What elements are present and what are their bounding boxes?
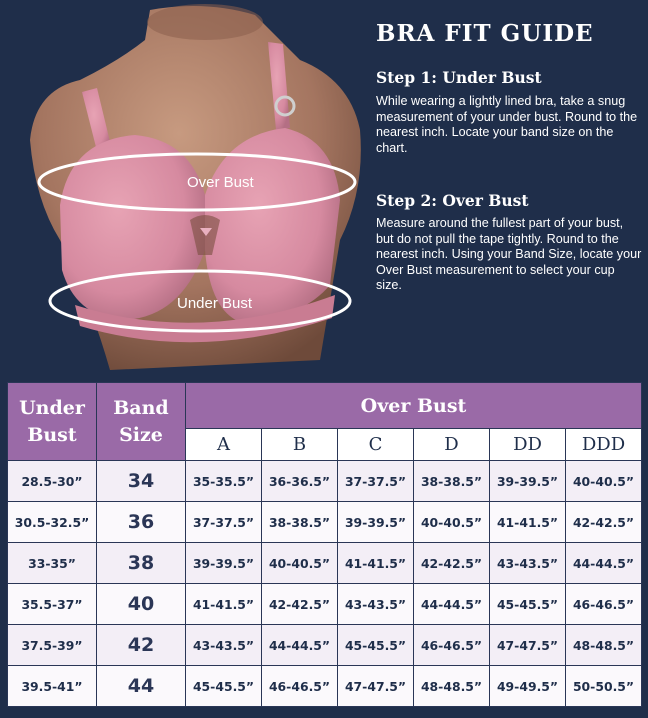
band-size-cell: 40 [97,584,186,625]
cup-header-d: D [414,429,490,461]
over-bust-cell: 39-39.5” [186,543,262,584]
table-row [8,625,642,666]
table-row [8,502,642,543]
under-bust-cell: 39.5-41” [8,666,97,707]
over-bust-cell: 40-40.5” [262,543,338,584]
over-bust-cell: 50-50.5” [566,666,642,707]
over-bust-cell: 42-42.5” [566,502,642,543]
cup-header-a: A [186,429,262,461]
over-bust-cell: 43-43.5” [490,543,566,584]
under-bust-cell: 33-35” [8,543,97,584]
mannequin-bra-illustration [0,0,370,380]
over-bust-cell: 40-40.5” [566,461,642,502]
over-bust-cell: 39-39.5” [490,461,566,502]
over-bust-cell: 48-48.5” [566,625,642,666]
under-bust-figure-label: Under Bust [177,295,253,312]
over-bust-cell: 44-44.5” [414,584,490,625]
over-bust-cell: 45-45.5” [490,584,566,625]
table-row [8,461,642,502]
band-size-cell: 44 [97,666,186,707]
over-bust-cell: 37-37.5” [186,502,262,543]
step2-text: Measure around the fullest part of your bust, but do not pull the tape tightly. Round to the nearest inch. Using your Band Size, locate your Over Bust measurement to select your cup size. [376,216,642,293]
band-size-cell: 34 [97,461,186,502]
under-bust-cell: 35.5-37” [8,584,97,625]
over-bust-cell: 41-41.5” [338,543,414,584]
under-bust-cell: 30.5-32.5” [8,502,97,543]
over-bust-cell: 36-36.5” [262,461,338,502]
band-size-cell: 38 [97,543,186,584]
over-bust-cell: 41-41.5” [186,584,262,625]
over-bust-cell: 39-39.5” [338,502,414,543]
band-size-cell: 42 [97,625,186,666]
guide-title: BRA FIT GUIDE [376,20,594,47]
over-bust-cell: 38-38.5” [414,461,490,502]
table-row [8,666,642,707]
over-bust-cell: 44-44.5” [262,625,338,666]
over-bust-cell: 46-46.5” [414,625,490,666]
table-row [8,584,642,625]
over-bust-cell: 47-47.5” [490,625,566,666]
over-bust-cell: 46-46.5” [566,584,642,625]
cup-header-dd: DD [490,429,566,461]
over-bust-cell: 37-37.5” [338,461,414,502]
band-size-header: Band Size [97,383,186,461]
under-bust-cell: 28.5-30” [8,461,97,502]
step2-title: Step 2: Over Bust [376,191,529,210]
over-bust-cell: 38-38.5” [262,502,338,543]
over-bust-cell: 47-47.5” [338,666,414,707]
over-bust-cell: 43-43.5” [338,584,414,625]
over-bust-cell: 40-40.5” [414,502,490,543]
over-bust-cell: 43-43.5” [186,625,262,666]
over-bust-cell: 48-48.5” [414,666,490,707]
over-bust-cell: 46-46.5” [262,666,338,707]
over-bust-header: Over Bust [186,383,642,429]
under-bust-header: Under Bust [8,383,97,461]
size-chart-table [7,382,642,707]
step1-text: While wearing a lightly lined bra, take a snug measurement of your under bust. Round to the nearest inch. Locate your band size on the chart. [376,94,638,155]
over-bust-figure-label: Over Bust [187,174,254,191]
cup-header-b: B [262,429,338,461]
cup-header-ddd: DDD [566,429,642,461]
over-bust-cell: 42-42.5” [414,543,490,584]
over-bust-cell: 49-49.5” [490,666,566,707]
table-row [8,543,642,584]
step1-title: Step 1: Under Bust [376,68,542,87]
over-bust-cell: 45-45.5” [338,625,414,666]
under-bust-cell: 37.5-39” [8,625,97,666]
over-bust-cell: 45-45.5” [186,666,262,707]
over-bust-cell: 41-41.5” [490,502,566,543]
over-bust-cell: 35-35.5” [186,461,262,502]
over-bust-cell: 44-44.5” [566,543,642,584]
band-size-cell: 36 [97,502,186,543]
over-bust-cell: 42-42.5” [262,584,338,625]
cup-header-c: C [338,429,414,461]
